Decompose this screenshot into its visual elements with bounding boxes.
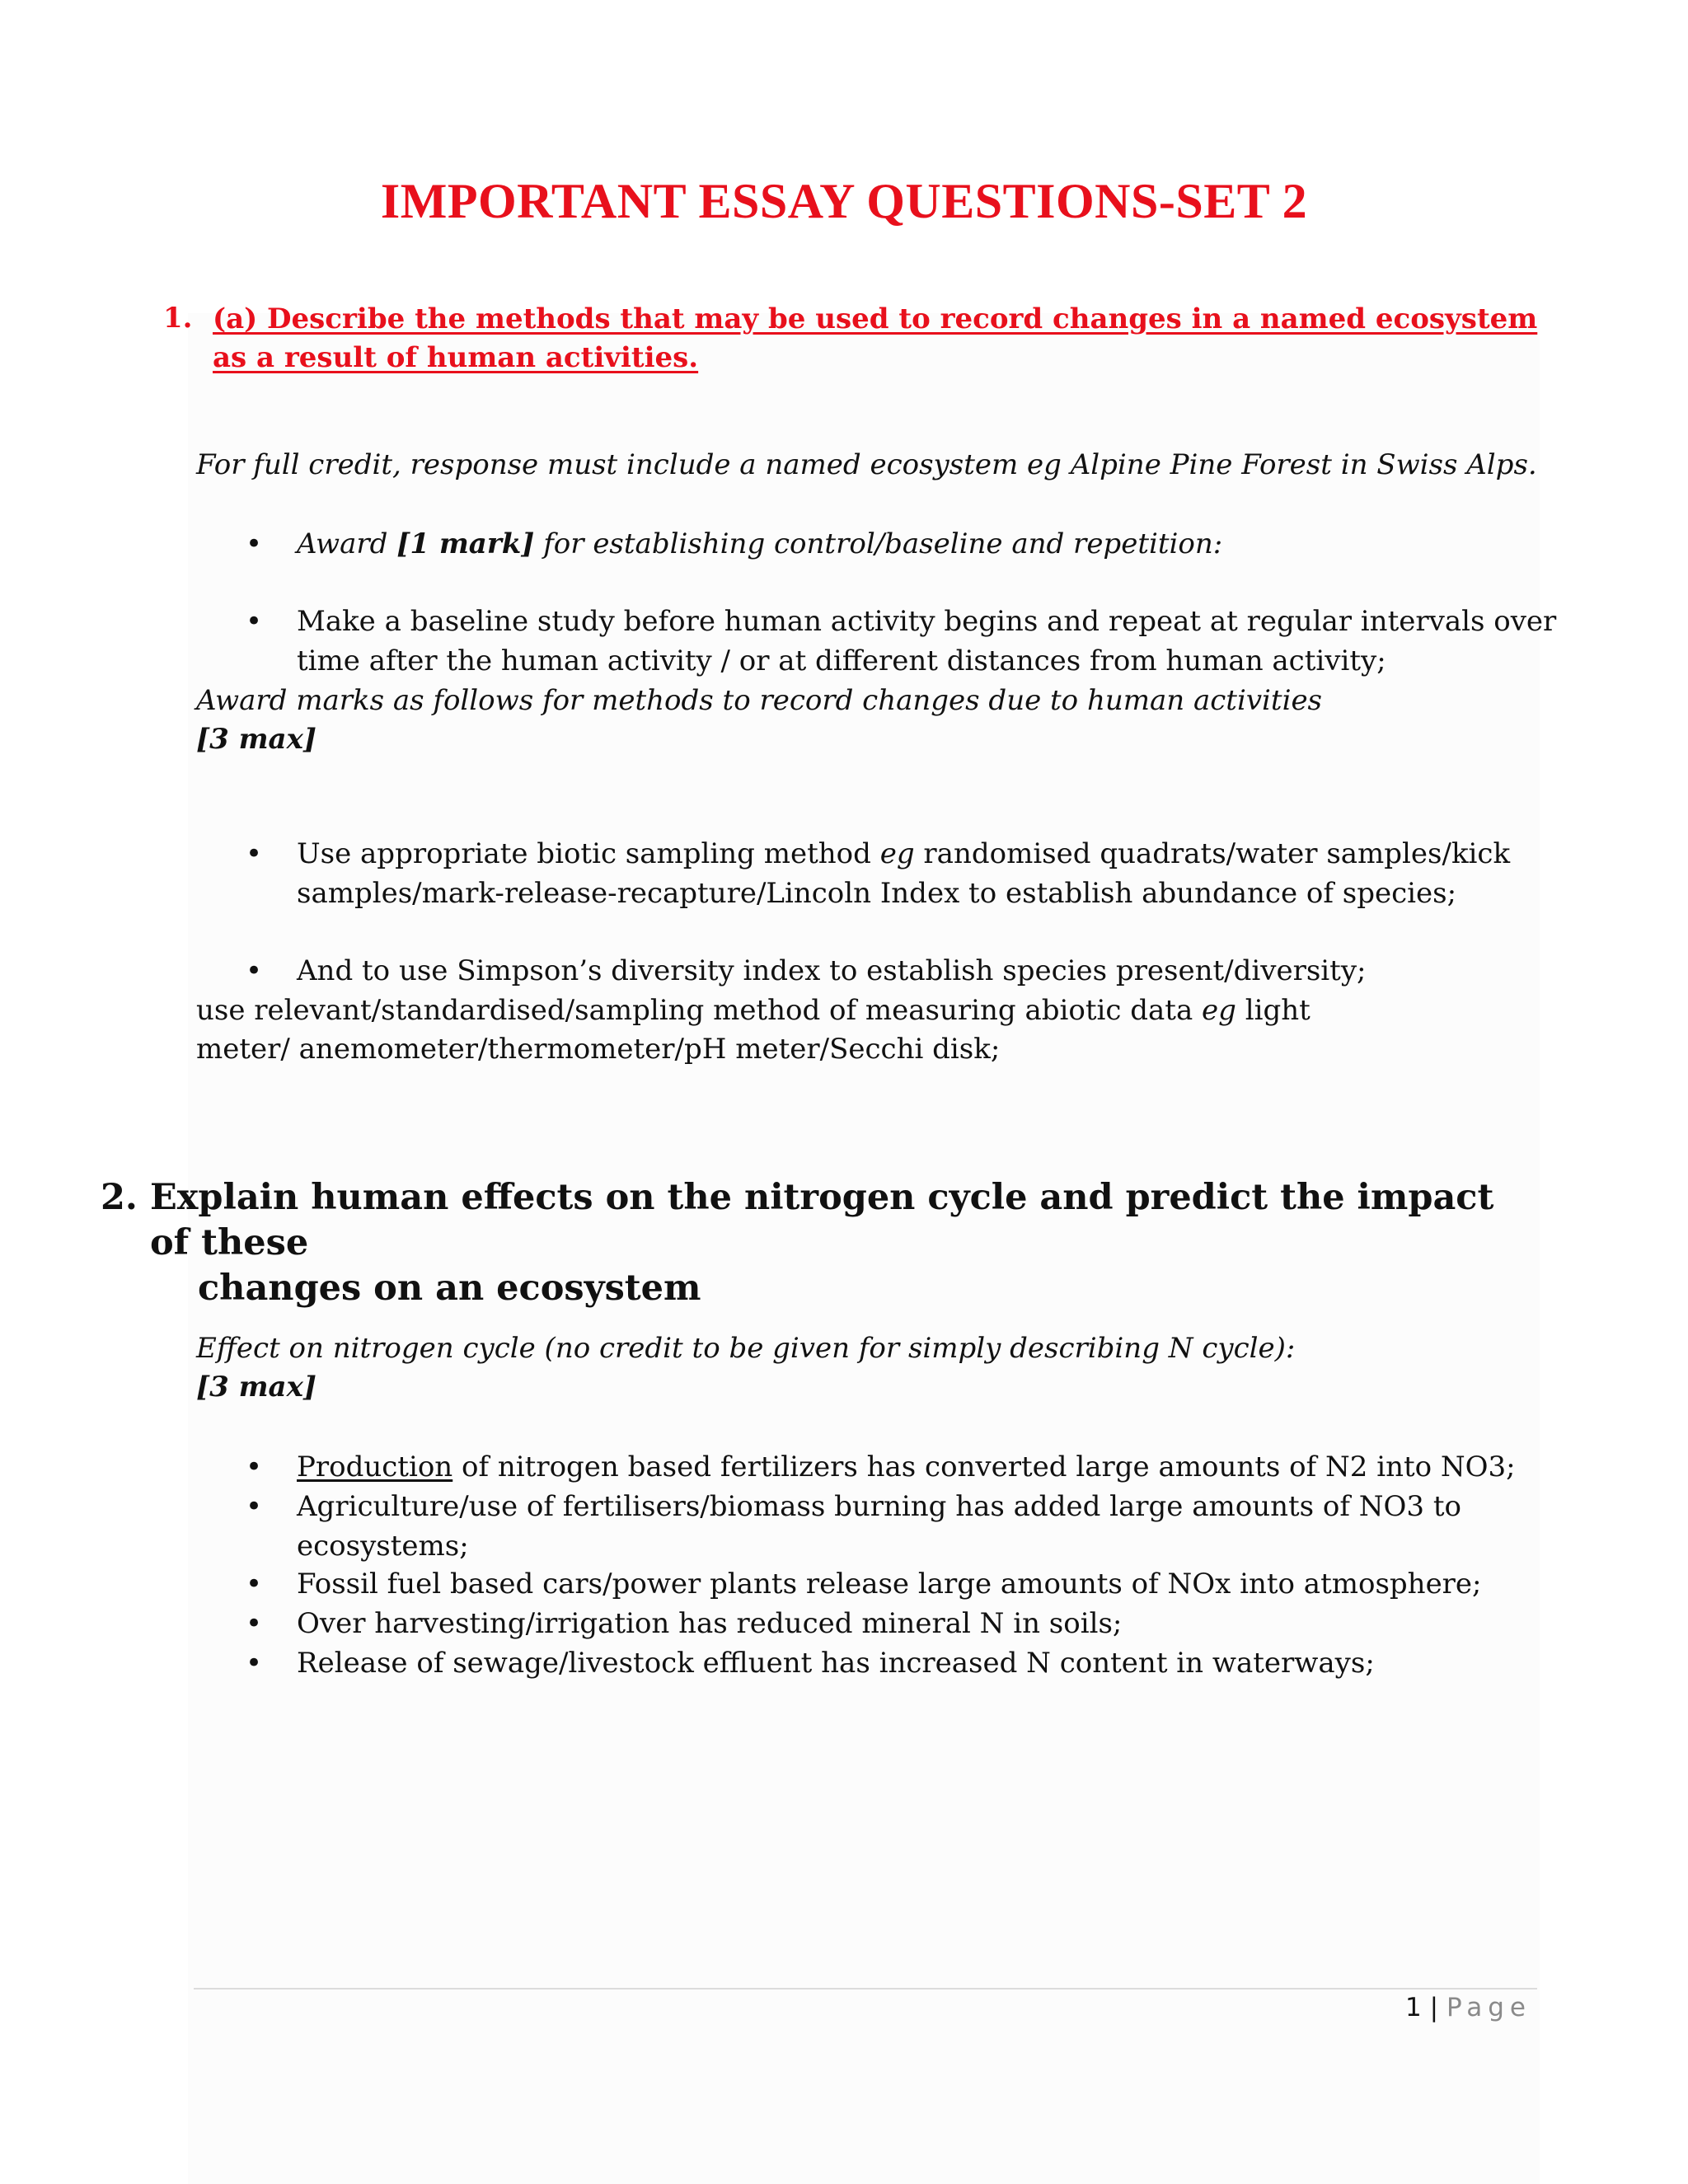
question-2-heading-line-1: Explain human effects on the nitrogen cycle and predict the impact of these — [150, 1177, 1494, 1263]
page-footer — [1405, 1993, 1531, 2022]
question-2-heading — [150, 1175, 1518, 1311]
q2-bullet-4-text: Over harvesting/irrigation has reduced mineral N in soils; — [297, 1607, 1123, 1640]
question-2-heading-line-2: changes on an ecosystem — [198, 1268, 701, 1309]
footer-divider — [194, 1988, 1537, 1990]
q2-max: [3 max] — [196, 1371, 316, 1404]
q1-bullet-3-post: randomised quadrats/water samples/kick samples/mark-release-recapture/Lincoln Index to establish abundance of species; — [297, 837, 1511, 910]
bullet-icon: • — [246, 1451, 263, 1483]
footer-separator: | — [1429, 1993, 1439, 2022]
q1-bullet-1-post: for establishing control/baseline and repetition: — [534, 527, 1223, 560]
page-title: IMPORTANT ESSAY QUESTIONS-SET 2 — [380, 174, 1308, 228]
question-2-number: 2. — [101, 1177, 138, 1218]
q1-bullet-2-text: Make a baseline study before human activity begins and repeat at regular intervals over time after the human activity / or at different distances from human activity; — [297, 605, 1557, 677]
q2-bullet-5-text: Release of sewage/livestock effluent has increased N content in waterways; — [297, 1647, 1375, 1680]
bullet-icon: • — [246, 605, 263, 638]
q2-effect-line: Effect on nitrogen cycle (no credit to be given for simply describing N cycle): — [196, 1332, 1296, 1365]
bullet-icon: • — [246, 1607, 263, 1640]
bullet-icon: • — [246, 954, 263, 987]
q1-bullet-1-mark: [1 mark] — [396, 527, 535, 560]
bullet-icon: • — [246, 1647, 263, 1680]
q2-bullet-2-text: Agriculture/use of fertilisers/biomass burning has added large amounts of NO3 to ecosystems; — [297, 1490, 1461, 1563]
q1-bullet-3-eg: eg — [879, 837, 915, 870]
q1-award-line: Award marks as follows for methods to record changes due to human activities — [196, 684, 1323, 717]
q2-bullet-1-underlined: Production — [297, 1451, 453, 1483]
question-1-number: 1. — [163, 302, 193, 335]
bullet-icon: • — [246, 837, 263, 870]
q1-abiotic-line-1: use relevant/standardised/sampling method of measuring abiotic data eg light — [196, 994, 1311, 1027]
q1-max: [3 max] — [196, 723, 316, 756]
bullet-icon: • — [246, 527, 263, 560]
q1-bullet-4-text: And to use Simpson’s diversity index to establish species present/diversity; — [297, 954, 1367, 987]
q1-bullet-1-pre: Award — [297, 527, 397, 560]
q2-bullet-3-text: Fossil fuel based cars/power plants release large amounts of NOx into atmosphere; — [297, 1568, 1482, 1601]
q1-bullet-3-pre: Use appropriate biotic sampling method — [297, 837, 880, 870]
question-1-heading: (a) Describe the methods that may be used to record changes in a named ecosystem as a result of human activities. — [213, 302, 1538, 374]
bullet-icon: • — [246, 1568, 263, 1601]
footer-page-word: Page — [1446, 1993, 1531, 2022]
q1-abiotic-line-2: meter/ anemometer/thermometer/pH meter/Secchi disk; — [196, 1033, 1001, 1066]
page-number: 1 — [1405, 1993, 1422, 2022]
q2-bullet-1-rest: of nitrogen based fertilizers has converted large amounts of N2 into NO3; — [452, 1451, 1516, 1483]
bullet-icon: • — [246, 1490, 263, 1523]
q1-intro: For full credit, response must include a named ecosystem eg Alpine Pine Forest in Swiss Alps. — [196, 448, 1537, 481]
